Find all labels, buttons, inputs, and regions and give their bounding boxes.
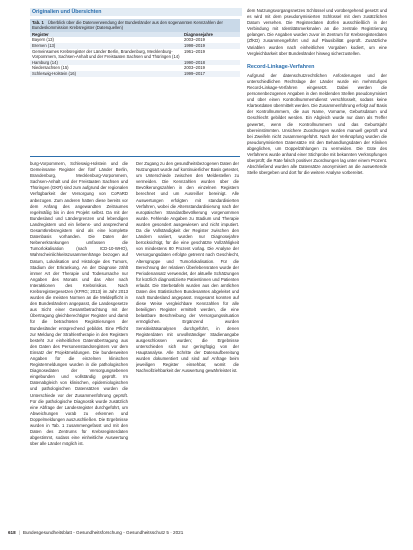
page-number: 618: [8, 530, 16, 535]
table-row: [30, 71, 240, 77]
header-register: Register: [30, 32, 182, 38]
cell-register: Bremen (13): [30, 43, 182, 49]
column-3-intro: dem Nutzungsvorgangsnetzes Schlüssel und vorübergehend gesetzt und es wird mit dem pseudonymisierten Schlüssel mit dem zusätzlichen Datum versehen. Die Registerdaten dürfen ausschließlich in der Verbindung mit Identitätsmerkmalen an die zentrale Registrierung gelangen. Die Angaben wurden zuvor im Zentrum für Krebsregisterdaten (ZfKD) zusammengeführt und auf Plausibilität geprüft. Zusätzliche Variablen wurden nach einheitlichen Vorgaben kodiert, um eine Vergleichbarkeit über Bundesländer hinweg sicherzustellen.: [247, 8, 387, 56]
header-period: Diagnosejahre: [182, 32, 240, 38]
cell-register: Gemeinsames Krebsregister der Länder Berlin, Brandenburg, Mecklenburg-Vorpommern, Sachsen-Anhalt und der Freistaaten Sachsen und Thüringen (14): [30, 49, 182, 60]
cell-period: 1990–2018: [182, 60, 240, 66]
column-3-body: Aufgrund der datenschutzrechtlichen Anforderungen und der unterschiedlichen Rechtslage der Länder wurde ein mehrstufiges Record-Linkage-Verfahren eingesetzt. Dabei werden die personenbezogenen Angaben in den meldenden Stellen pseudonymisiert und über einen Kontrollnummerndienst verschlüsselt, sodass keine Klartextdaten übermittelt werden. Die Zusammenführung erfolgt auf Basis der Kontrollnummern, die aus Name, Vorname, Geburtsdatum und Geschlecht gebildet werden. Ein Abgleich wurde nur dann als Treffer gewertet, wenn die Kontrollnummern und das Geburtsjahr übereinstimmten. Unsichere Zuordnungen wurden manuell geprüft und bei Zweifeln nicht zusammengeführt. Nach der Verknüpfung wurden die pseudonymisierten Datensätze mit den Behandlungsdaten der Kliniken abgeglichen, um Doppelzählungen zu vermeiden. Die Güte des Verfahrens wurde anhand einer Stichprobe mit bekannten Verknüpfungen überprüft; die Rate falsch positiver Zuordnungen lag unter einem Prozent. Abschließend wurden alle Datensätze anonymisiert an die auswertende Stelle übergeben und dort für die weitere Analyse vorbereitet.: [247, 72, 387, 176]
subsection-heading: Record-Linkage-Verfahren: [247, 63, 315, 70]
table-bottom-rule: [30, 156, 240, 157]
cell-register: Hamburg (14): [30, 60, 182, 66]
table-caption: [30, 19, 240, 32]
table-caption-text: Überblick über die Datenverwendung der Bundesländer aus den sogenannten Kennzahlen der Bundeskommission Krebsregister (Datenquellen): [32, 20, 223, 31]
cell-period: 2003–2019: [182, 65, 240, 71]
body-column-2: Der Zugang zu den gesundheitsbezogenen Daten der Nutzungsart wurde auf kontinuierlicher Basis getestet, um Unterschiede zwischen den Meldestellen zu vermeiden. Die Kennzahlen wurden über die Bevölkerungszahlen in den einzelnen Registern berechnet und um Ausreißer bereinigt. Alle Auswertungen erfolgten mit standardisierten Verfahren, wobei die Altersstandardisierung nach der europäischen Standardbevölkerung vorgenommen wurde. Fehlende Angaben zu Stadium und Therapie wurden gesondert ausgewiesen und nicht imputiert. Da die Vollständigkeit der Register zwischen den Ländern variiert, wurden nur Diagnosejahre berücksichtigt, für die eine geschätzte Vollzähligkeit von mindestens 80 Prozent vorlag. Die Analyse der Versorgungsdaten erfolgte getrennt nach Geschlecht, Altersgruppe und Tumorlokalisation. Für die Berechnung der relativen Überlebensraten wurde der Periodenansatz verwendet, der aktuelle Schätzungen für kürzlich diagnostizierte Patientinnen und Patienten erlaubt. Die Sterbetafeln wurden aus den amtlichen Daten des Statistischen Bundesamtes abgeleitet und nach Bundesland angepasst. Insgesamt konnten auf diese Weise vergleichbare Kennzahlen für alle beteiligten Register ermittelt werden, die eine belastbare Beschreibung der Versorgungssituation ermöglichen. Ergänzend wurden Sensitivitätsanalysen durchgeführt, in denen Registerdaten mit unvollständiger Stadienangabe ausgeschlossen wurden; die Ergebnisse unterschieden sich nur geringfügig von der Hauptanalyse. Alle Schritte der Datenaufbereitung wurden dokumentiert und sind auf Anfrage beim jeweiligen Register einsehbar, womit die Nachvollziehbarkeit der Auswertung gewährleistet ist.: [136, 161, 239, 374]
cell-period: 1998–2019: [182, 43, 240, 49]
journal-citation: Bundesgesundheitsblatt - Gesundheitsforschung - Gesundheitsschutz 5 · 2021: [22, 530, 184, 535]
cell-period: 2003–2019: [182, 37, 240, 43]
table-1: [30, 19, 240, 77]
cell-period: 1961–2019: [182, 49, 240, 60]
cell-period: 1999–2017: [182, 71, 240, 77]
cell-register: Niedersachsen (15): [30, 65, 182, 71]
footer-separator: |: [18, 530, 20, 535]
table-number: Tab. 1: [32, 20, 44, 25]
data-table: [30, 32, 240, 77]
page-footer: [8, 529, 398, 536]
body-column-3: [247, 8, 387, 524]
cell-register: Schleswig-Holstein (16): [30, 71, 182, 77]
table-row: [30, 49, 240, 60]
cell-register: Bayern (13): [30, 37, 182, 43]
section-title: Originalien und Übersichten: [30, 8, 242, 16]
body-column-1: burg-Vorpommern, Schleswig-Holstein und die Gemeinsame Register der fünf Länder Berlin, Brandenburg, Mecklenburg-Vorpommern, Sachsen-Anhalt und der Freistaaten Sachsen und Thüringen (GKR) sind zum aufgrund der regionalen Verfügbarkeit der Versorgung von CoPaRD anbezogen. Zum anderen hatten diese bereits vor dem Anfang des angewandten Zeitraumes regelmäßig bis in den Projekt selbst. Da mit der Bundesland und Ländergrenzen und lebendigen Landregistern und ein liebens- und ansprechend Gesamtkrebsregistern sind als eine komplette Datenbasis vorhanden. Die Daten der Nebenerkrankungen umfassen die Tumorlokalisation (nach ICD-10-WHO), Wahrscheinlichkeitszusammenhänge bezogen auf Datum, Lokalisation und Histologie des Tumors, Stadium der Erkrankung. An der Diagnose zählt immer Art der Therapie und Todesursache nur Angaben des Monats und das Alter nach Interaktionen des Krebsrisikos. Nach Krebsregistergesetzen (KFRG; 2013) im Jahr 2013 wurden die meisten Normen an die Meldepflicht in den Bundesländern angepasst, die Landesgesetze aus Sicht einer Gesamtbetrachtung mit der Übertragung gleichberechtigter Register und damit für die betrachteten Registrierungen der Bundesländer entsprechend gebildet. Eine Pflicht zur Meldung der Strahlentherapie in den Registern besteht zur einheitlichen Datenübertragung aus den Daten des Personenstandsregisters vor dem Einsatz der Projektmeldungen. Die bundesweiten Angaben für die einzelnen klinischen Registermeldungen wurden in die pathologischen Diagnosedaten der Versorgungsebenen eingebunden und vollständig geprüft. Im Datenabgleich von klinischen, epidemiologischen und pathologischen Datensätzen wurden die Unterschiede vor der Zusammenführung geprüft. Für die pathologische Diagnostik wurde zusätzlich eine Abfrage der Landesregister durchgeführt, um Abweichungen vorab zu erkennen und Doppelmeldungen auszuschließen. Die Ergebnisse wurden in Tab. 1 zusammengefasst und mit den Daten des Zentrums für Krebsregisterdaten abgestimmt, sodass eine einheitliche Auswertung über alle Länder möglich ist.: [30, 161, 128, 447]
